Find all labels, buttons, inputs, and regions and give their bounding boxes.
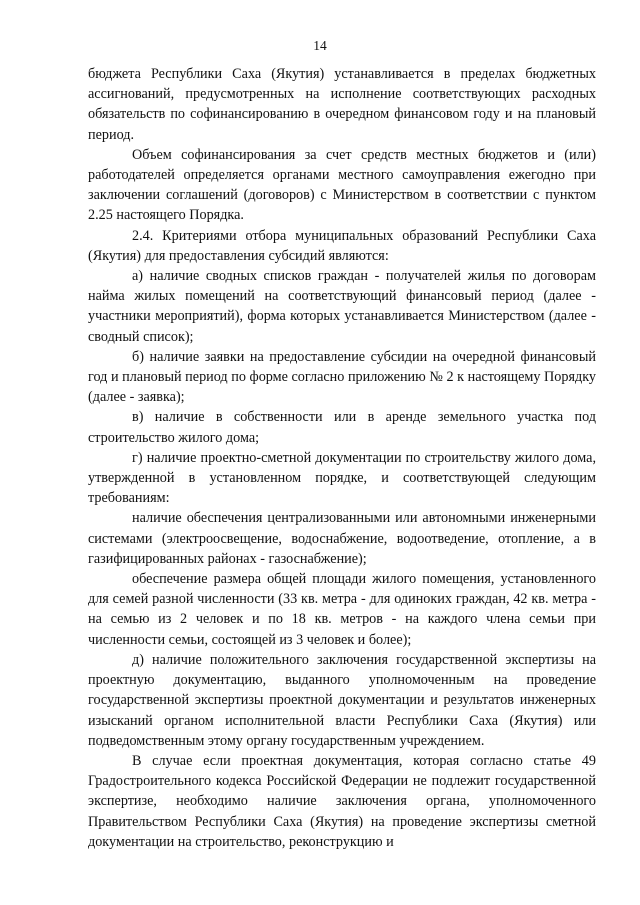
requirement-floor-area: обеспечение размера общей площади жилого помещения, установленного для семей разной численности (33 кв. метра - для одиноких граждан, 42 кв. метра - на семью из 2 человек и по 18 кв. метров - на каждого члена семьи при численности семьи, состоящей из 3 человек и более);	[88, 571, 596, 648]
list-item-d: д) наличие положительного заключения государственной экспертизы на проектную документацию, выданного уполномоченным на проведение государственной экспертизы проектной документации и результатов инженерных изысканий органом исполнительной власти Республики Саха (Якутия) или подведомственным этому органу государственным учреждением.	[88, 651, 596, 749]
paragraph-cofinancing-volume: Объем софинансирования за счет средств местных бюджетов и (или) работодателей определяется органами местного самоуправления ежегодно при заключении соглашений (договоров) с Министерством в соответствии с пунктом 2.25 настоящего Порядка.	[88, 146, 596, 224]
list-item-b: б) наличие заявки на предоставление субсидии на очередной финансовый год и плановый период по форме согласно приложению № 2 к настоящему Порядку (далее - заявка);	[88, 348, 596, 406]
list-item-g: г) наличие проектно-сметной документации по строительству жилого дома, утвержденной в установленном порядке, и соответствующей следующим требованиям:	[88, 449, 596, 507]
list-item-v: в) наличие в собственности или в аренде земельного участка под строительство жилого дома;	[88, 409, 596, 446]
document-body	[88, 64, 596, 852]
paragraph-budget-continuation: бюджета Республики Саха (Якутия) устанавливается в пределах бюджетных ассигнований, предусмотренных на исполнение соответствующих расходных обязательств по софинансированию в очередном финансовом году и на плановый период.	[88, 66, 596, 143]
page-number: 14	[313, 38, 327, 53]
paragraph-section-2-4: 2.4. Критериями отбора муниципальных образований Республики Саха (Якутия) для предоставления субсидий являются:	[88, 227, 596, 264]
requirement-engineering-systems: наличие обеспечения централизованными или автономными инженерными системами (электроосвещение, водоснабжение, водоотведение, отопление, а в газифицированных районах - газоснабжение);	[88, 510, 596, 567]
list-item-a: а) наличие сводных списков граждан - получателей жилья по договорам найма жилых помещений на соответствующий финансовый период (далее - участники мероприятий), форма которых устанавливается Министерством (далее - сводный список);	[88, 268, 596, 345]
paragraph-expertise-exception: В случае если проектная документация, которая согласно статье 49 Градостроительного кодекса Российской Федерации не подлежит государственной экспертизе, необходимо наличие заключения органа, уполномоченного Правительством Республики Саха (Якутия) на проведение экспертизы сметной документации на строительство, реконструкцию и	[88, 752, 596, 850]
